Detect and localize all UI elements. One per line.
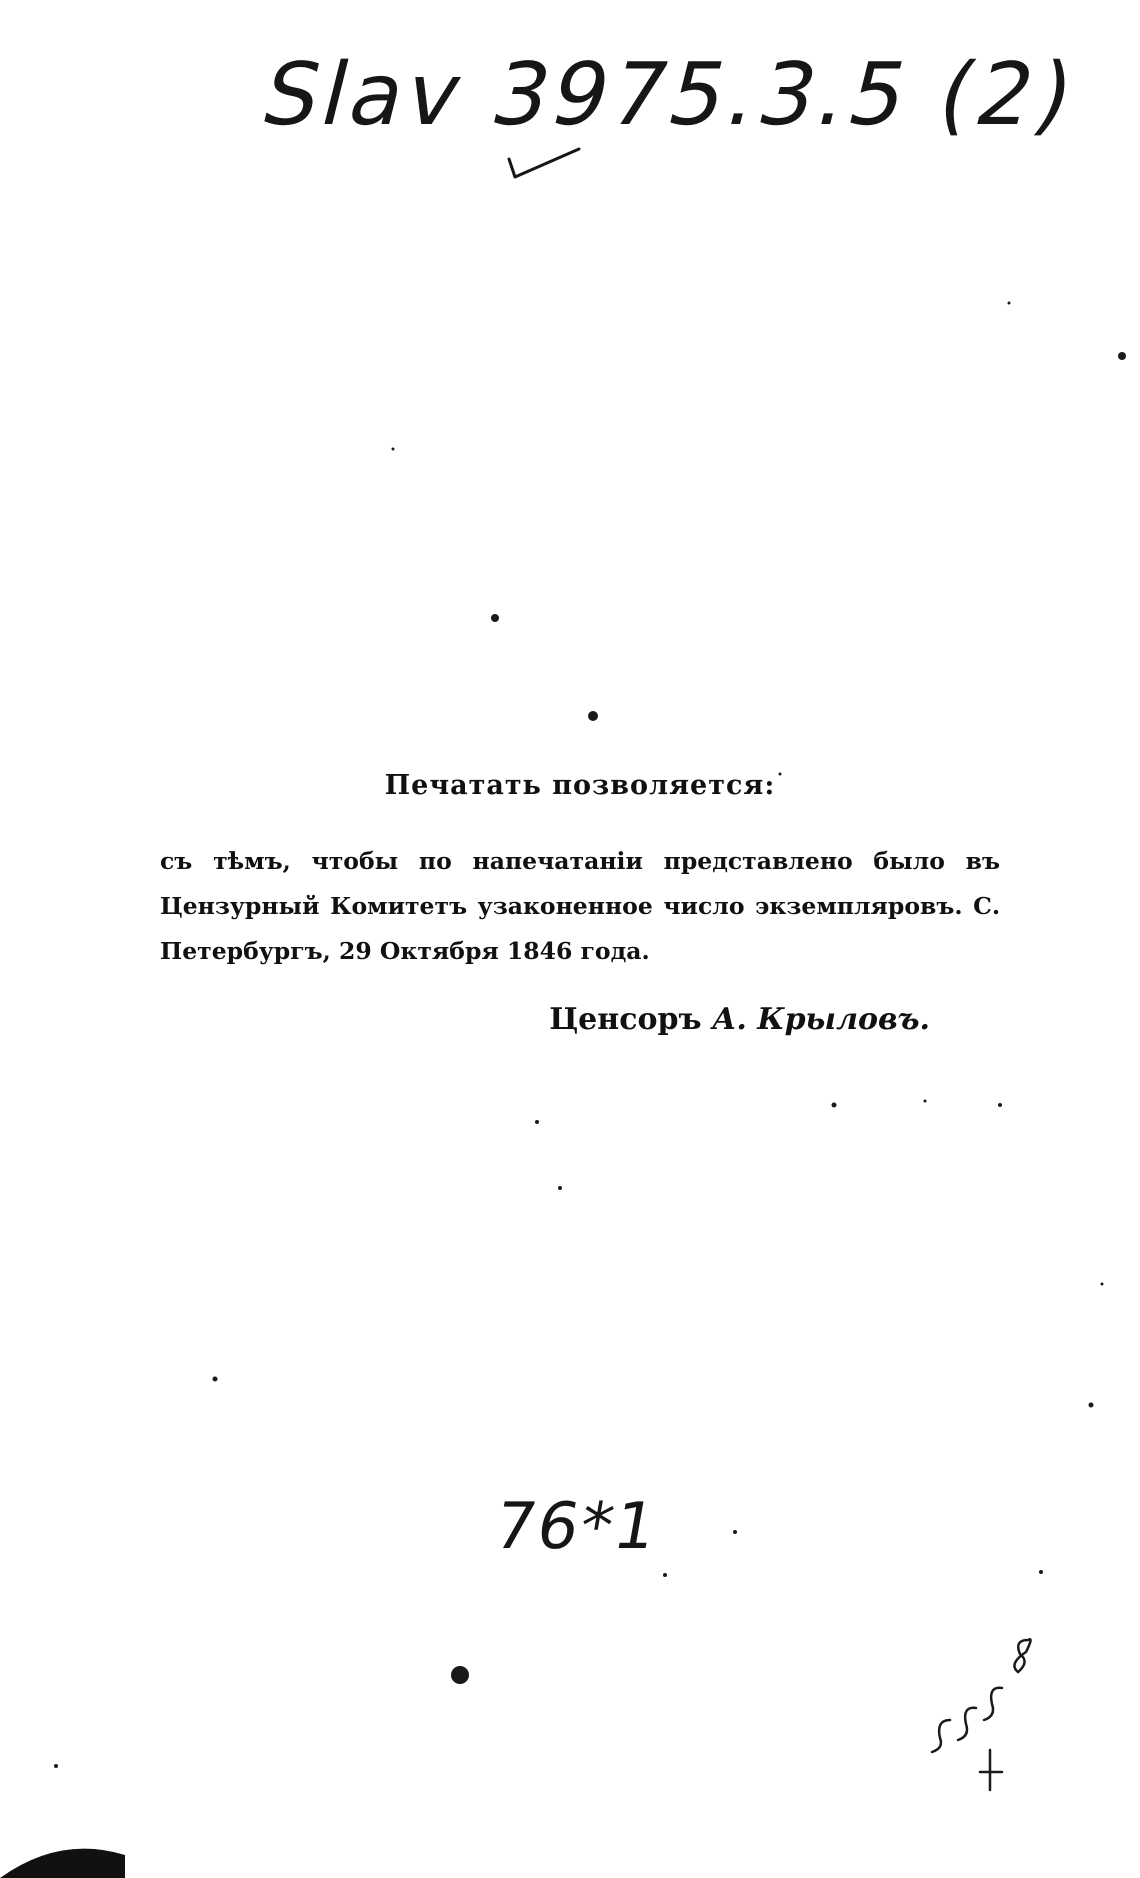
- censor-title: Ценсоръ: [549, 1002, 702, 1037]
- handwritten-accession-number: 76*1: [488, 1490, 664, 1564]
- approval-heading: Печатать позволяется:: [384, 770, 776, 801]
- approval-text: съ тѣмъ, чтобы по напечатаніи представлено было въ Цензурный Комитетъ узаконенное число экземпляровъ. С. Петербургъ, 29 Октября 1846 года.: [160, 847, 1000, 965]
- handwritten-shelfmark: Slav 3975.3.5 (2): [252, 45, 1088, 145]
- censor-name: А. Крыловъ.: [711, 1002, 930, 1037]
